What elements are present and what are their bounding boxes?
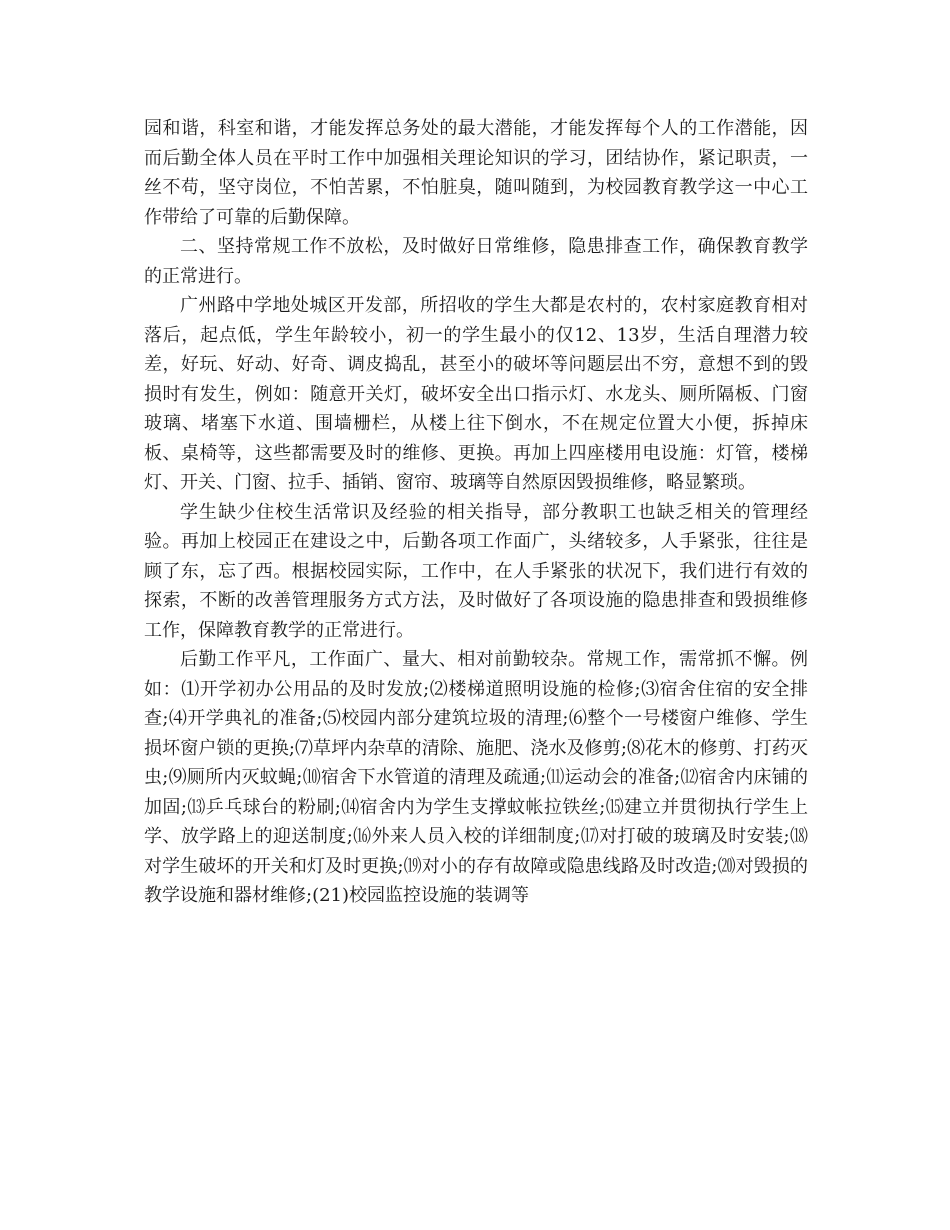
paragraph-3: 广州路中学地处城区开发部，所招收的学生大都是农村的，农村家庭教育相对落后，起点低，学生年龄较小，初一的学生最小的仅12、13岁，生活自理潜力较差，好玩、好动、好奇、调皮捣乱，甚至小的破坏等问题层出不穷，意想不到的毁损时有发生，例如：随意开关灯，破坏安全出口指示灯、水龙头、厕所隔板、门窗玻璃、堵塞下水道、围墙栅栏，从楼上往下倒水，不在规定位置大小便，拆掉床板、桌椅等，这些都需要及时的维修、更换。再加上四座楼用电设施：灯管，楼梯灯、开关、门窗、拉手、插销、窗帘、玻璃等自然原因毁损维修，略显繁琐。 (144, 295, 808, 493)
paragraph-5: 后勤工作平凡，工作面广、量大、相对前勤较杂。常规工作，需常抓不懈。例如：⑴开学初办公用品的及时发放;⑵楼梯道照明设施的检修;⑶宿舍住宿的安全排查;⑷开学典礼的准备;⑸校园内部分建筑垃圾的清理;⑹整个一号楼窗户维修、学生损坏窗户锁的更换;⑺草坪内杂草的清除、施肥、浇水及修剪;⑻花木的修剪、打药灭虫;⑼厕所内灭蚊蝇;⑽宿舍下水管道的清理及疏通;⑾运动会的准备;⑿宿舍内床铺的加固;⒀乒乓球台的粉刷;⒁宿舍内为学生支撑蚊帐拉铁丝;⒂建立并贯彻执行学生上学、放学路上的迎送制度;⒃外来人员入校的详细制度;⒄对打破的玻璃及时安装;⒅对学生破坏的开关和灯及时更换;⒆对小的存有故障或隐患线路及时改造;⒇对毁损的教学设施和器材维修;(21)校园监控设施的装调等 (144, 649, 808, 906)
paragraph-2: 二、坚持常规工作不放松，及时做好日常维修，隐患排查工作，确保教育教学的正常进行。 (144, 236, 808, 287)
document-body (144, 114, 808, 911)
paragraph-4: 学生缺少住校生活常识及经验的相关指导，部分教职工也缺乏相关的管理经验。再加上校园正在建设之中，后勤各项工作面广，头绪较多，人手紧张，往往是顾了东，忘了西。根据校园实际，工作中，在人手紧张的状况下，我们进行有效的探索，不断的改善管理服务方式方法，及时做好了各项设施的隐患排查和毁损维修工作，保障教育教学的正常进行。 (144, 501, 808, 641)
paragraph-1: 园和谐，科室和谐，才能发挥总务处的最大潜能，才能发挥每个人的工作潜能，因而后勤全体人员在平时工作中加强相关理论知识的学习，团结协作，紧记职责，一丝不苟，坚守岗位，不怕苦累，不怕脏臭，随叫随到，为校园教育教学这一中心工作带给了可靠的后勤保障。 (144, 118, 808, 228)
